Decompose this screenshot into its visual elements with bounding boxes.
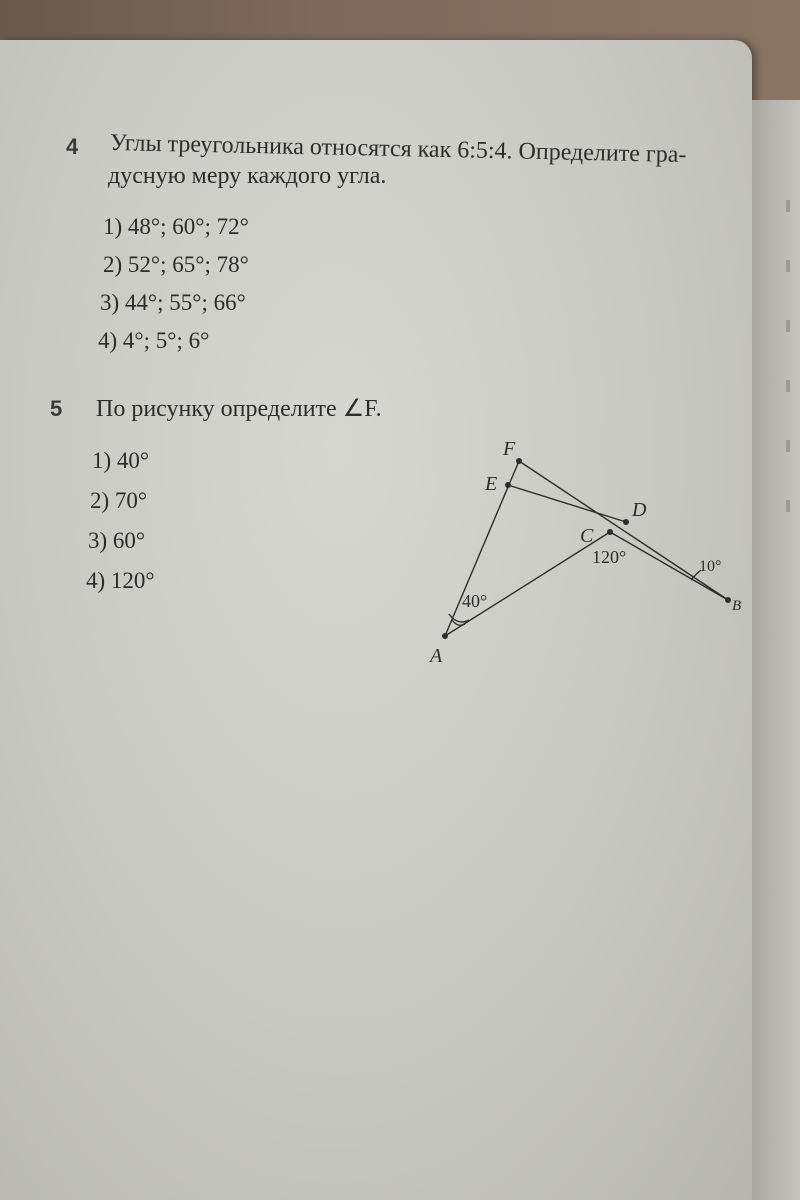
question-4-text-line2: дусную меру каждого угла.: [108, 163, 387, 189]
question-4-number: 4: [66, 134, 79, 159]
angle-label-B: 10°: [699, 558, 722, 575]
label-B: B: [732, 598, 742, 614]
question-5-option-1: 1) 40°: [92, 448, 150, 473]
label-D: D: [632, 499, 647, 521]
angle-label-C: 120°: [592, 547, 627, 567]
label-E: E: [485, 473, 498, 495]
question-4-option-3: 3) 44°; 55°; 66°: [100, 290, 246, 315]
question-4-text-line1: Углы треугольника относятся как 6:5:4. Определите гра-: [109, 130, 687, 169]
point-F: [516, 458, 522, 464]
point-A: [442, 633, 448, 639]
point-E: [505, 482, 511, 488]
segment-FB: [519, 461, 728, 600]
point-D: [623, 519, 629, 525]
question-5-number: 5: [50, 396, 63, 421]
point-C: [607, 529, 613, 535]
question-4-option-4: 4) 4°; 5°; 6°: [98, 328, 210, 353]
question-5-option-3: 3) 60°: [88, 528, 146, 553]
segment-AC: [445, 532, 610, 636]
question-5-option-4: 4) 120°: [86, 568, 155, 593]
label-C: C: [580, 525, 594, 547]
label-F: F: [503, 438, 516, 460]
point-B: [725, 597, 731, 603]
segment-ED: [508, 485, 626, 522]
question-4-option-1: 1) 48°; 60°; 72°: [103, 214, 249, 239]
question-5-text: По рисунку определите ∠F.: [96, 396, 382, 422]
question-4-option-2: 2) 52°; 65°; 78°: [103, 252, 249, 277]
angle-label-A: 40°: [462, 591, 488, 611]
label-A: A: [430, 645, 443, 667]
question-5-option-2: 2) 70°: [90, 488, 148, 513]
